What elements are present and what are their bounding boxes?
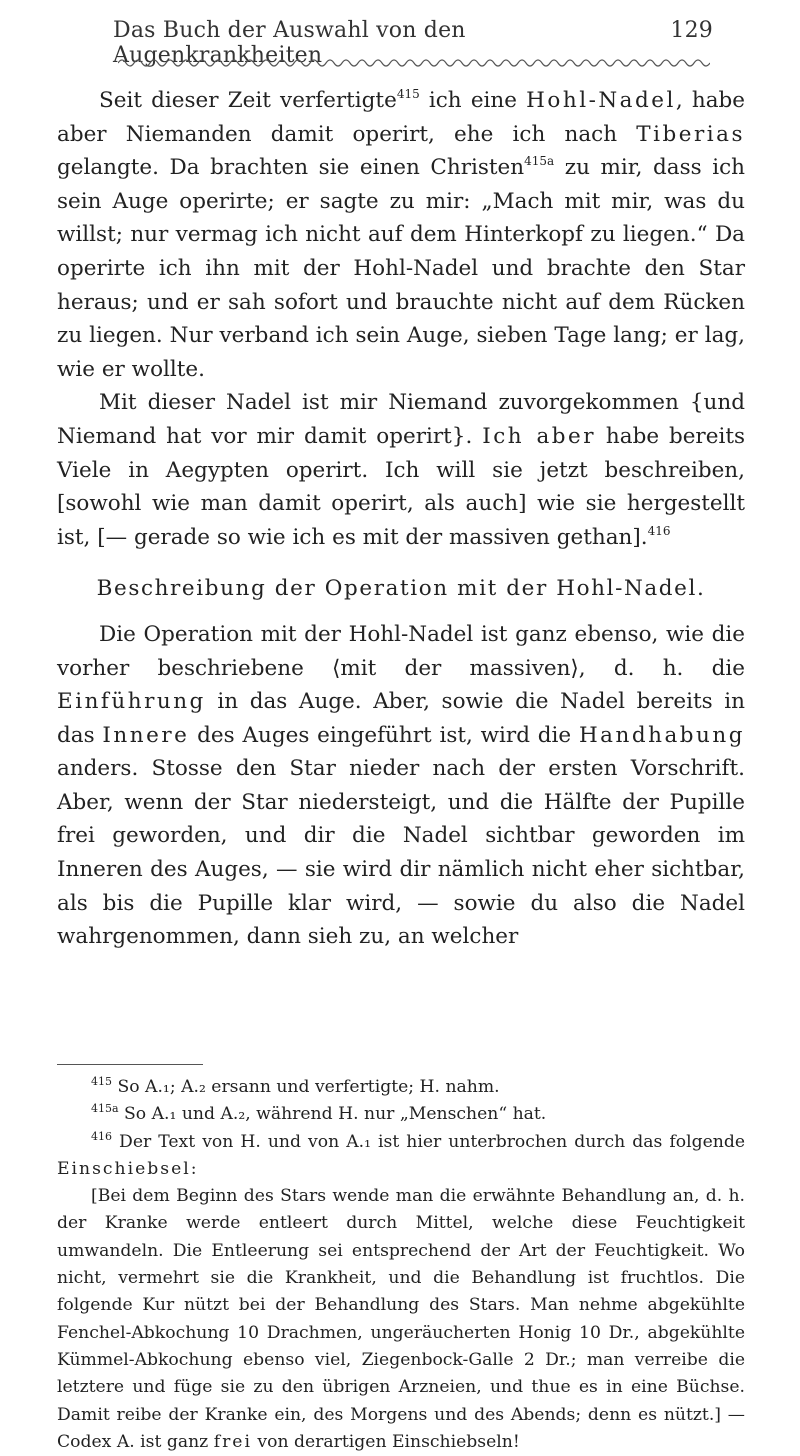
paragraph-1: Seit dieser Zeit verfertigte$^{415}$ ich eine Hohl-Nadel, habe aber Niemanden damit operirt, ehe ich nach Tiberias gelangte. Da brachten sie einen Christen$^{415a}$ zu mir, dass ich sein Auge operirte; er sagte zu mir: „Mach mit mir, was du willst; nur vermag ich nicht auf dem Hinterkopf zu liegen.“ Da operirte ich ihn mit der Hohl-Nadel und brachte den Star heraus; und er sah sofort und brauchte nicht auf dem Rücken zu liegen. Nur verband ich sein Auge, sieben Tage lang; er lag, wie er wollte. (57, 87, 746, 382)
spaced-term: Hohl-Nadel (526, 88, 676, 113)
footnote-415: $^{415}$ So A.₁; A.₂ ersann und verfertigte; H. nahm. (91, 1075, 500, 1097)
page-number: 129 (670, 18, 713, 43)
footnote-ref-415: 415 (396, 87, 420, 101)
spaced-term: Innere (102, 722, 190, 748)
footnotes (57, 1074, 745, 1456)
footnote-416: $^{416}$ Der Text von H. und von A.₁ ist hier unterbrochen durch das folgende Einschiebsel: (57, 1129, 745, 1179)
spaced-term: frei (213, 1431, 252, 1452)
footnote-ref-416: 416 (647, 523, 671, 538)
footnote-ref-415a: 415a (524, 154, 555, 169)
running-title: Das Buch der Auswahl von den Augenkrankheiten (113, 18, 466, 68)
section-heading: Beschreibung der Operation mit der Hohl-Nadel. (96, 576, 706, 602)
paragraph-2: Mit dieser Nadel ist mir Niemand zuvorgekommen {und Niemand hat vor mir damit operirt}. Ich aber habe bereits Viele in Aegypten operirt. Ich will sie jetzt beschreiben, [sowohl wie man damit operirt, als auch] wie sie hergestellt ist, [— gerade so wie ich es mit der massiven gethan].$^{416}$ (57, 390, 745, 550)
spaced-term: Tiberias (636, 121, 745, 147)
paragraph-3: Die Operation mit der Hohl-Nadel ist ganz ebenso, wie die vorher beschriebene ⟨mit der massiven⟩, d. h. die Einführung in das Auge. Aber, sowie die Nadel bereits in das Innere des Auges eingeführt ist, wird die Handhabung anders. Stosse den Star nieder nach der ersten Vorschrift. Aber, wenn der Star niedersteigt, und die Hälfte der Pupille frei geworden, und dir die Nadel sichtbar geworden im Inneren des Auges, — sie wird dir nämlich nicht eher sichtbar, als bis die Pupille klar wird, — sowie du also die Nadel wahrgenommen, dann sieh zu, an welcher (57, 621, 745, 950)
wavy-ornament-divider (118, 57, 710, 69)
spaced-term: Einführung (57, 689, 206, 715)
footnote-bracket-text: [Bei dem Beginn des Stars wende man die erwähnte Behandlung an, d. h. der Kranke werde entleert durch Mittel, welche diese Feuchtigkeit umwandeln. Die Entleerung sei entsprechend der Art der Feuchtigkeit. Wo nicht, vermehrt sie die Krankheit, und die Behandlung ist fruchtlos. Die folgende Kur nützt bei der Behandlung des Stars. Man nehme abgekühlte Fenchel-Abkochung 10 Drachmen, ungeräucherten Honig 10 Dr., abgekühlte Kümmel-Abkochung ebenso viel, Ziegenbock-Galle 2 Dr.; man verreibe die letztere und füge sie zu den übrigen Arzneien, und thue es in eine Büchse. Damit reibe der Kranke ein, des Morgens und des Abends; denn es nützt.] — Codex A. ist ganz frei von derartigen Einschiebseln! (57, 1186, 745, 1452)
main-text (57, 84, 745, 954)
spaced-term: Ich aber (482, 423, 597, 449)
footnote-415a: $^{415a}$ So A.₁ und A.₂, während H. nur „Menschen“ hat. (91, 1102, 547, 1125)
spaced-term: Handhabung (578, 722, 745, 748)
spaced-term: Einschiebsel (57, 1158, 191, 1179)
footnote-rule (57, 1064, 203, 1065)
